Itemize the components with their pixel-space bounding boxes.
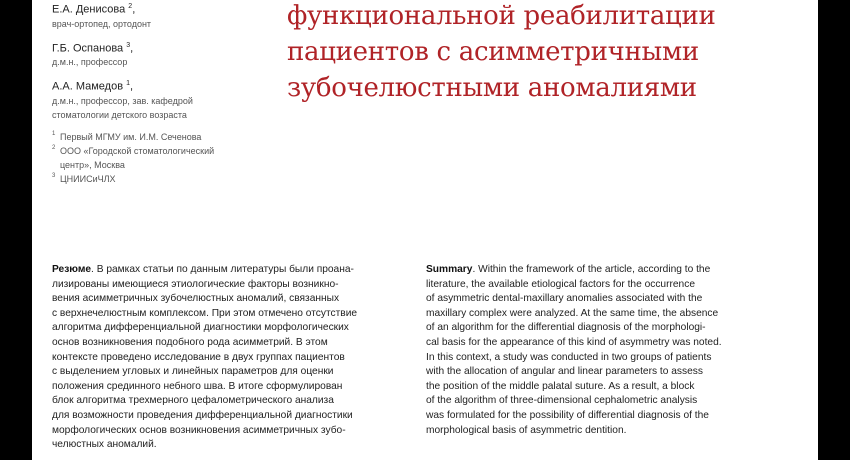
affiliation-2: 2 ООО «Городской стоматологический центр», Москва bbox=[52, 144, 215, 170]
author-name: А.А. Мамедов $^1$, bbox=[52, 80, 134, 93]
author-3 bbox=[52, 77, 282, 122]
author-position: врач-ортопед, ортодонт bbox=[52, 18, 152, 29]
author-position: стоматологии детского возраста bbox=[52, 109, 187, 120]
author-position: д.м.н., профессор, зав. кафедрой bbox=[52, 95, 193, 106]
article-page bbox=[32, 0, 818, 460]
author-position: д.м.н., профессор bbox=[52, 57, 128, 68]
author-2 bbox=[52, 39, 282, 70]
summary-label: Summary bbox=[426, 264, 473, 275]
abstract-russian: Резюме. В рамках статьи по данным литературы были проана- лизированы имеющиеся этиологические факторы возникно- вения асимметричных зубочелюстных аномалий, связанных с верхнечелюстным комплексом. При этом отмечено отсутствие алгоритма дифференциальной диагностики морфологических основ возникновения подобного рода асимметрий. В этом контексте проведено исследование в двух группах пациентов с выделением угловых и линейных параметров для оценки положения срединного небного шва. В итоге сформулирован блок алгоритма трехмерного цефалометрического анализа для возможности проведения дифференциальной диагностики морфологических основ возникновения асимметричных зубо- челюстных аномалий. bbox=[52, 264, 358, 451]
author-name: Г.Б. Оспанова $^3$, bbox=[52, 41, 134, 55]
abstract-label: Резюме bbox=[52, 264, 92, 275]
article-title-line-1: функциональной реабилитации bbox=[287, 1, 716, 31]
author-name: Е.А. Денисова $^2$, bbox=[52, 3, 136, 16]
article-title-line-2: пациентов с асимметричными bbox=[287, 37, 699, 67]
authors-block bbox=[52, 0, 282, 186]
author-1 bbox=[52, 0, 282, 31]
abstract-english: Summary. Within the framework of the article, according to the literature, the available etiological factors for the occurrence of asymmetric dental-maxillary anomalies associated with the maxillary complex were analyzed. At the same time, the absence of an algorithm for the differential diagnosis of the morphologi- cal basis for the appearance of this kind of asymmetry was noted. In this context, a study was conducted in two groups of patients with the allocation of angular and linear parameters to assess the position of the middle palatal suture. As a result, a block of the algorithm of three-dimensional cephalometric analysis was formulated for the possibility of differential diagnosis of the morphological basis of asymmetric dentition. bbox=[426, 264, 722, 436]
affiliation-3: 3 ЦНИИСиЧЛХ bbox=[52, 172, 116, 184]
affiliation-1: 1 Первый МГМУ им. И.М. Сеченова bbox=[52, 130, 202, 142]
affiliations bbox=[52, 130, 282, 186]
article-title-line-3: зубочелюстными аномалиями bbox=[287, 73, 697, 103]
